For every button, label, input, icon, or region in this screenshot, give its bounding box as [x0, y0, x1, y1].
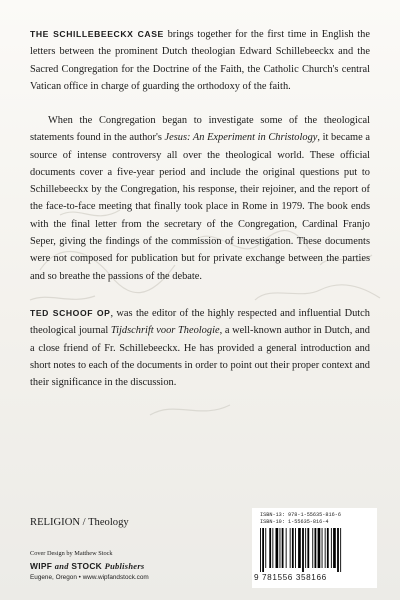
barcode-image: [258, 528, 371, 572]
barcode-bar: [305, 528, 306, 568]
publisher-name-part1: WIPF: [30, 561, 53, 571]
isbn-barcode-block: [252, 508, 377, 588]
barcode-bar: [337, 528, 339, 572]
barcode-bar: [272, 528, 273, 568]
barcode-bar: [295, 528, 296, 568]
barcode-bar: [276, 528, 279, 568]
barcode-bar: [292, 528, 294, 568]
barcode-bar: [262, 528, 264, 572]
barcode-bar: [286, 528, 287, 568]
publisher-address: Eugene, Oregon • www.wipfandstock.com: [30, 574, 149, 581]
barcode-bar: [327, 528, 329, 568]
barcode-bar: [298, 528, 301, 568]
author-bio-text-after: , a well-known author in Dutch, and a close friend of Fr. Schillebeeckx. He has provided a general introduction and short notes to each of the documents in order to point out their proper context and their significance in the discussion.: [30, 325, 370, 389]
description-text-before: When the Congregation began to investigate some of the theological statements found in the author's: [30, 115, 370, 144]
author-bio-paragraph: [30, 305, 370, 391]
barcode-bar: [265, 528, 266, 568]
barcode-bar: [312, 528, 313, 568]
intro-text: brings together for the first time in English the letters between the prominent Dutch theologian Edward Schillebeeckx and the Sacred Congregation for the Doctrine of the Faith, the Catholic Church's central Vatican office in charge of guarding the orthodoxy of the faith.: [30, 29, 370, 92]
barcode-bar: [340, 528, 341, 572]
barcode-bar: [290, 528, 291, 568]
description-paragraph: [30, 112, 370, 285]
publisher-name-part4: Publishers: [104, 562, 145, 571]
intro-paragraph: [30, 26, 370, 95]
barcode-bar: [331, 528, 332, 568]
barcode-bar: [333, 528, 336, 568]
subject-category: RELIGION / Theology: [30, 517, 129, 528]
barcode-bar: [280, 528, 281, 568]
book-title-caps: THE SCHILLEBEECKX CASE: [30, 29, 164, 39]
barcode-bar: [322, 528, 323, 568]
barcode-bar: [318, 528, 321, 568]
barcode-bar: [269, 528, 271, 568]
author-bio-text-before: , was the editor of the highly respected and influential Dutch theological journal: [30, 308, 370, 337]
barcode-digits: 9 781556 358166: [254, 573, 327, 582]
barcode-bar: [315, 528, 317, 568]
description-text-after: , it became a source of intense controversy all over the theological world. These official documents cover a five-year period and include the original questions put to Schillebeeckx by the Congregation, his response, their rejoiner, and the report of the face-to-face meeting that finally took place in Rome in 1979. The book ends with the final letter from the secretary of the Congregation, Cardinal Franjo Seper, giving the findings of the commission of investigation. These documents were not composed for publication but for private exchange between the parties and so breathe the passions of the debate.: [30, 132, 370, 282]
cover-design-credit: Cover Design by Matthew Stock: [30, 550, 113, 557]
referenced-book-title: Jesus: An Experiment in Christology: [164, 132, 318, 144]
barcode-bar: [307, 528, 309, 568]
journal-title: Tijdschrift voor Theologie: [110, 325, 220, 337]
barcode-bar: [260, 528, 261, 572]
author-name-caps: TED SCHOOF OP: [30, 308, 111, 318]
isbn-13: ISBN-13: 978-1-55635-816-6: [260, 512, 341, 518]
barcode-bar: [325, 528, 326, 568]
isbn-10: ISBN-10: 1-55635-816-4: [260, 519, 329, 525]
publisher-name: [30, 561, 144, 571]
publisher-name-part3: STOCK: [71, 561, 103, 571]
barcode-bar: [302, 528, 304, 572]
barcode-bar: [282, 528, 284, 568]
publisher-name-and: and: [54, 562, 69, 571]
